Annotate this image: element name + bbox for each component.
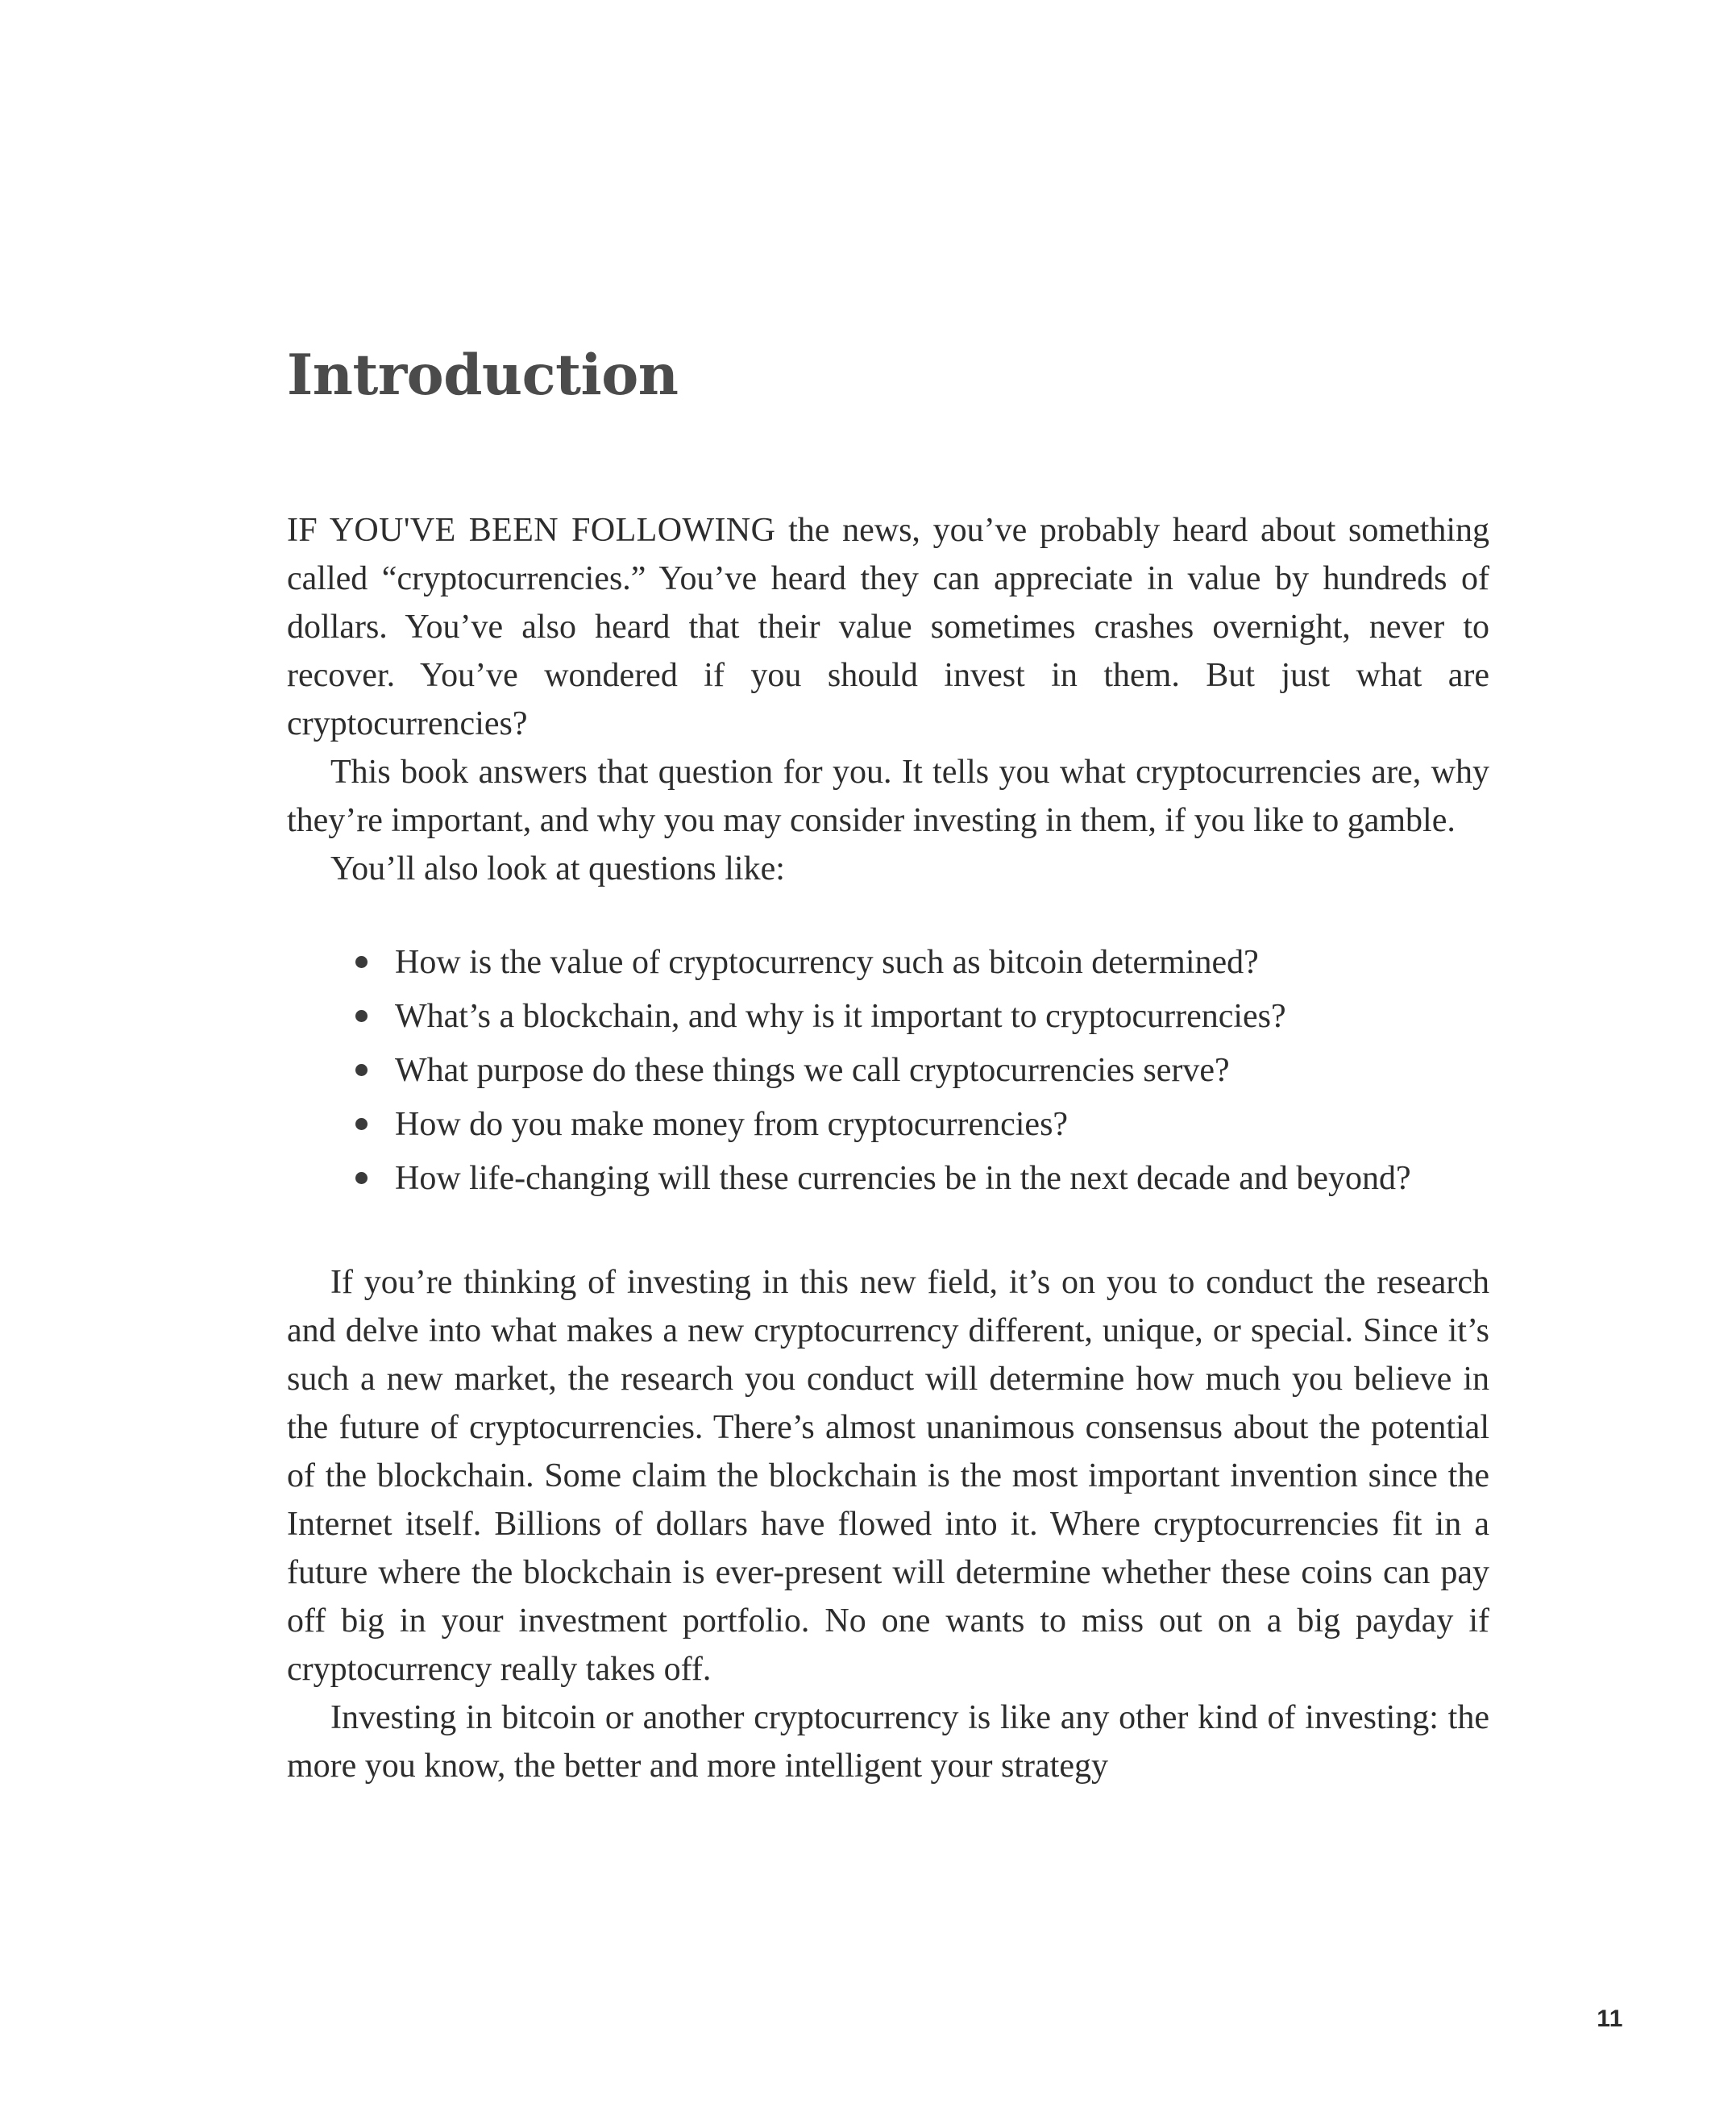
lead-small-caps: IF YOU'VE BEEN FOLLOWING xyxy=(287,512,776,549)
list-item xyxy=(287,992,1489,1041)
list-item-label: How do you make money from cryptocurrencies? xyxy=(395,1106,1069,1143)
paragraph-opening-text: the news, you’ve probably heard about something called “cryptocurrencies.” You’ve heard they can appreciate in value by hundreds of dollars. You’ve also heard that their value sometimes crashes overnight, never to recover. You’ve wondered if you should invest in them. But just what are cryptocurrencies? xyxy=(287,512,1489,742)
list-item-label: How life-changing will these currencies be in the next decade and beyond? xyxy=(395,1160,1411,1197)
page-title: Introduction xyxy=(287,343,679,409)
paragraph-research: If you’re thinking of investing in this new field, it’s on you to conduct the research and delve into what makes a new cryptocurrency different, unique, or special. Since it’s such a new market, the research you conduct will determine how much you believe in the future of cryptocurrencies. There’s almost unanimous consensus about the potential of the blockchain. Some claim the blockchain is the most important invention since the Internet itself. Billions of dollars have flowed into it. Where cryptocurrencies fit in a future where the blockchain is ever-present will determine whether these coins can pay off big in your investment portfolio. No one wants to miss out on a big payday if cryptocurrency really takes off. xyxy=(287,1264,1489,1688)
body-text-column xyxy=(287,506,1489,1790)
list-item xyxy=(287,1100,1489,1149)
list-item-label: What purpose do these things we call cryptocurrencies serve? xyxy=(395,1052,1230,1089)
paragraph-this-book: This book answers that question for you. It tells you what cryptocurrencies are, why they’re important, and why you may consider investing in them, if you like to gamble. xyxy=(287,754,1489,839)
list-item xyxy=(287,1046,1489,1095)
list-item xyxy=(287,1154,1489,1203)
list-item-label: How is the value of cryptocurrency such as bitcoin determined? xyxy=(395,944,1259,981)
paragraph-investing: Investing in bitcoin or another cryptocurrency is like any other kind of investing: the more you know, the better and more intelligent your strategy xyxy=(287,1699,1489,1785)
page-number: 11 xyxy=(1597,2005,1623,2032)
bullet-point-icon xyxy=(355,1172,368,1184)
bullet-point-icon xyxy=(355,1118,368,1130)
bullet-point-icon xyxy=(355,1010,368,1022)
bullet-point-icon xyxy=(355,956,368,968)
list-item-label: What’s a blockchain, and why is it important to cryptocurrencies? xyxy=(395,998,1286,1035)
bullet-point-icon xyxy=(355,1064,368,1076)
paragraph-opening xyxy=(287,506,1489,748)
spacer xyxy=(287,1208,1489,1258)
paragraph-questions-lead-in: You’ll also look at questions like: xyxy=(330,850,785,887)
questions-bullet-list xyxy=(287,938,1489,1203)
list-item xyxy=(287,938,1489,987)
